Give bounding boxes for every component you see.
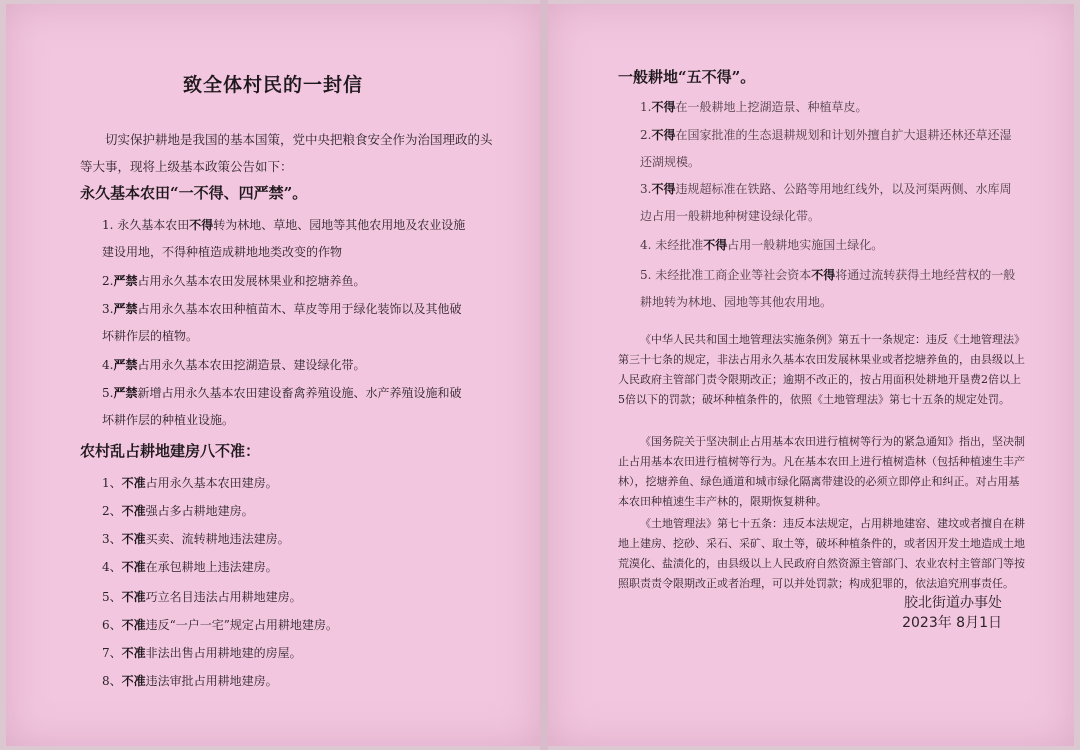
list-item: 6、不准违反“一户一宅”规定占用耕地建房。 xyxy=(102,618,338,632)
list-item: 1、不准占用永久基本农田建房。 xyxy=(102,476,278,490)
list-item: 8、不准违法审批占用耕地建房。 xyxy=(102,674,278,688)
list-item: 5、不准巧立名目违法占用耕地建房。 xyxy=(102,590,302,604)
law-paragraph-land-regulation: 《中华人民共和国土地管理法实施条例》第五十一条规定：违反《土地管理法》第三十七条的规定，非法占用永久基本农田发展林果业或者挖塘养鱼的，由县级以上人民政府主管部门责令限期改正；逾期不改正的，按占用面积处耕地开垦费2倍以上5倍以下的罚款；破坏种植条件的，依照《土地管理法》第七十五条的规定处罚。 xyxy=(618,333,1025,406)
list-item: 3、不准买卖、流转耕地违法建房。 xyxy=(102,532,290,546)
signer-name: 胶北街道办事处 xyxy=(904,595,1002,611)
page-title: 致全体村民的一封信 xyxy=(182,74,363,96)
law-paragraph-state-council-notice: 《国务院关于坚决制止占用基本农田进行植树等行为的紧急通知》指出，坚决制止占用基本农田进行植树等行为。凡在基本农田上进行植树造林（包括种植速生丰产林），挖塘养鱼、绿色通道和城市绿化隔离带建设的必须立即停止和纠正。对占用基本农田种植速生丰产林的，限期恢复耕种。 xyxy=(618,435,1025,508)
list-item: 2、不准强占多占耕地建房。 xyxy=(102,504,254,518)
list-item: 3.不得违规超标准在铁路、公路等用地红线外，以及河渠两侧、水库周边占用一般耕地种树建设绿化带。 xyxy=(640,182,1012,223)
list-item: 7、不准非法出售占用耕地建的房屋。 xyxy=(102,646,302,660)
intro-paragraph: 切实保护耕地是我国的基本国策，党中央把粮食安全作为治国理政的头等大事，现将上级基本政策公告如下： xyxy=(80,132,493,174)
sign-date: 2023年 8月1日 xyxy=(902,615,1002,631)
list-item: 5.严禁新增占用永久基本农田建设畜禽养殖设施、水产养殖设施和破坏耕作层的种植业设施。 xyxy=(102,386,462,427)
left-page xyxy=(6,4,540,746)
section-title-permanent-farmland: 永久基本农田“一不得、四严禁”。 xyxy=(80,184,308,202)
section-title-general-farmland: 一般耕地“五不得”。 xyxy=(618,68,756,86)
list-item: 2.严禁占用永久基本农田发展林果业和挖塘养鱼。 xyxy=(102,274,366,288)
list-item: 1.不得在一般耕地上挖湖造景、种植草皮。 xyxy=(640,100,868,114)
law-paragraph-land-law-article75: 《土地管理法》第七十五条：违反本法规定，占用耕地建窑、建坟或者擅自在耕地上建房、挖砂、采石、采矿、取土等，破坏种植条件的，或者因开发土地造成土地荒漠化、盐渍化的，由县级以上人民政府自然资源主管部门、农业农村主管部门等按照职责责令限期改正或者治理，可以并处罚款；构成犯罪的，依法追究刑事责任。 xyxy=(618,517,1025,590)
list-item: 3.严禁占用永久基本农田种植苗木、草皮等用于绿化装饰以及其他破坏耕作层的植物。 xyxy=(102,302,462,343)
page-gutter xyxy=(540,0,548,750)
list-item: 5. 未经批准工商企业等社会资本不得将通过流转获得土地经营权的一般耕地转为林地、园地等其他农用地。 xyxy=(640,268,1016,309)
list-item: 4、不准在承包耕地上违法建房。 xyxy=(102,560,278,574)
list-item: 2.不得在国家批准的生态退耕规划和计划外擅自扩大退耕还林还草还湿还湖规模。 xyxy=(640,128,1012,169)
list-item: 4.严禁占用永久基本农田挖湖造景、建设绿化带。 xyxy=(102,358,366,372)
section-title-rural-housing: 农村乱占耕地建房八不准： xyxy=(80,442,261,460)
list-item: 4. 未经批准不得占用一般耕地实施国土绿化。 xyxy=(640,238,884,252)
right-page xyxy=(548,4,1074,746)
list-item: 1. 永久基本农田不得转为林地、草地、园地等其他农用地及农业设施建设用地，不得种植造成耕地地类改变的作物 xyxy=(102,218,466,259)
